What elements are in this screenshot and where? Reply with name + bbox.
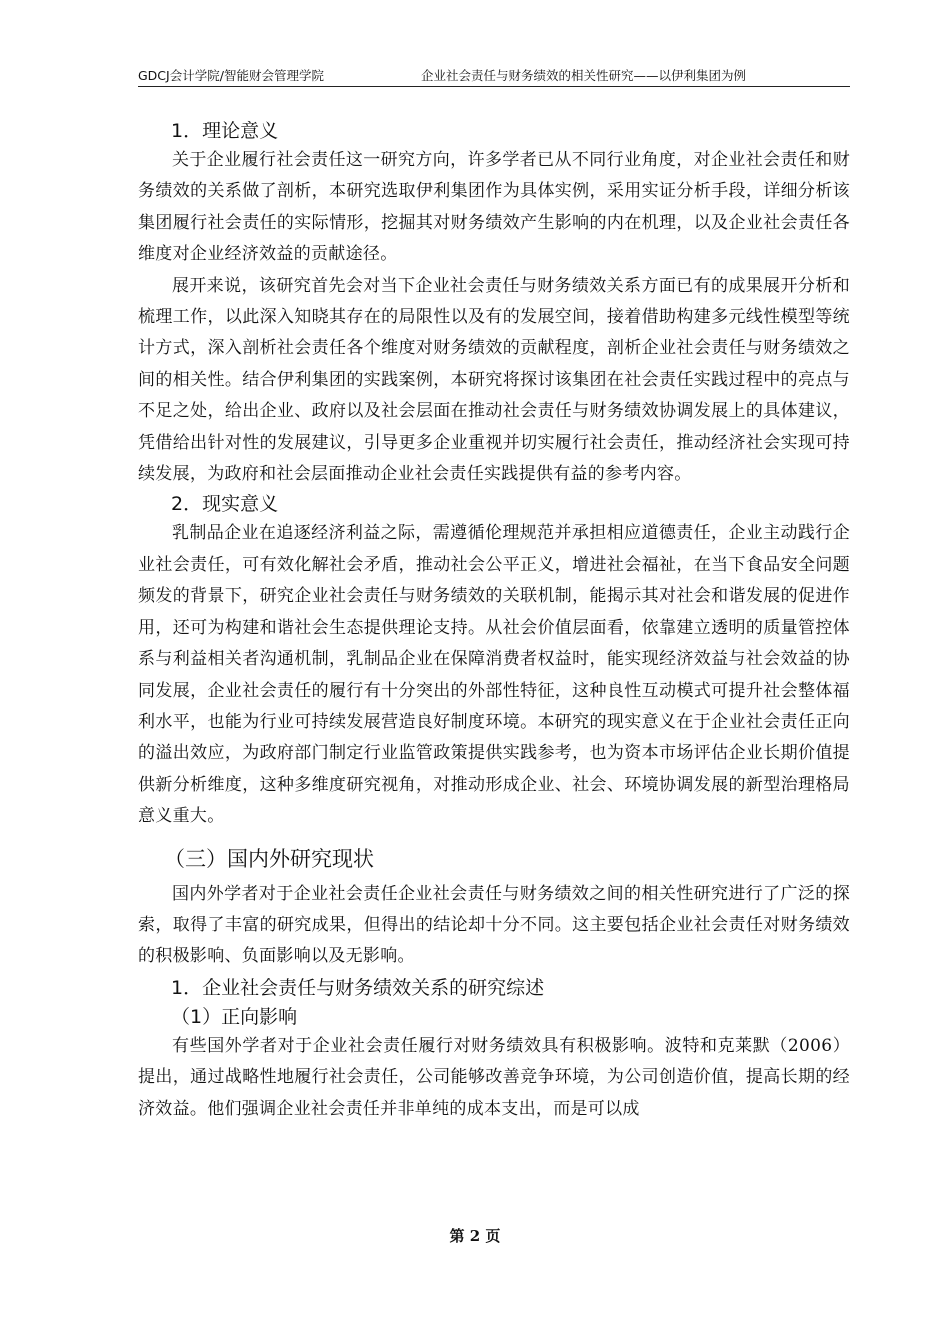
heading-positive-impact: （1）正向影响	[171, 1005, 298, 1028]
page-number: 第 2 页	[449, 1227, 501, 1245]
paragraph-theory-1: 关于企业履行社会责任这一研究方向，许多学者已从不同行业角度，对企业社会责任和财务绩效的关系做了剖析，本研究选取伊利集团作为具体实例，采用实证分析手段，详细分析该集团履行社会责任的实际情形，挖掘其对财务绩效产生影响的内在机理，以及企业社会责任各维度对企业经济效益的贡献途径。	[138, 150, 850, 265]
header-school: GDCJ会计学院/智能财会管理学院	[138, 68, 324, 83]
paragraph-theory-2: 展开来说，该研究首先会对当下企业社会责任与财务绩效关系方面已有的成果展开分析和梳理工作，以此深入知晓其存在的局限性以及有的发展空间，接着借助构建多元线性模型等统计方式，深入剖析社会责任各个维度对财务绩效的贡献程度，剖析企业社会责任与财务绩效之间的相关性。结合伊利集团的实践案例，本研究将探讨该集团在社会责任实践过程中的亮点与不足之处，给出企业、政府以及社会层面在推动社会责任与财务绩效协调发展上的具体建议，凭借给出针对性的发展建议，引导更多企业重视并切实履行社会责任，推动经济社会实现可持续发展，为政府和社会层面推动企业社会责任实践提供有益的参考内容。	[138, 275, 850, 485]
heading-research-status: （三）国内外研究现状	[164, 846, 374, 871]
paragraph-positive-impact: 有些国外学者对于企业社会责任履行对财务绩效具有积极影响。波特和克莱默（2006）提出，通过战略性地履行社会责任，公司能够改善竞争环境，为公司创造价值，提高长期的经济效益。他们强调企业社会责任并非单纯的成本支出，而是可以成	[138, 1035, 850, 1119]
page-body	[138, 114, 850, 1125]
running-header	[138, 68, 850, 87]
heading-literature-review: 1．企业社会责任与财务绩效关系的研究综述	[171, 976, 545, 999]
heading-theoretical-significance: 1．理论意义	[171, 120, 279, 142]
paragraph-practical-1: 乳制品企业在追逐经济利益之际，需遵循伦理规范并承担相应道德责任，企业主动践行企业社会责任，可有效化解社会矛盾，推动社会公平正义，增进社会福祉，在当下食品安全问题频发的背景下，研究企业社会责任与财务绩效的关联机制，能揭示其对社会和谐发展的促进作用，还可为构建和谐社会生态提供理论支持。从社会价值层面看，依靠建立透明的质量管控体系与利益相关者沟通机制，乳制品企业在保障消费者权益时，能实现经济效益与社会效益的协同发展，企业社会责任的履行有十分突出的外部性特征，这种良性互动模式可提升社会整体福利水平，也能为行业可持续发展营造良好制度环境。本研究的现实意义在于企业社会责任正向的溢出效应，为政府部门制定行业监管政策提供实践参考，也为资本市场评估企业长期价值提供新分析维度，这种多维度研究视角，对推动形成企业、社会、环境协调发展的新型治理格局意义重大。	[138, 523, 850, 827]
heading-practical-significance: 2．现实意义	[171, 493, 279, 516]
header-thesis-title: 企业社会责任与财务绩效的相关性研究——以伊利集团为例	[421, 68, 747, 83]
paragraph-research-status: 国内外学者对于企业社会责任企业社会责任与财务绩效之间的相关性研究进行了广泛的探索，取得了丰富的研究成果，但得出的结论却十分不同。这主要包括企业社会责任对财务绩效的积极影响、负面影响以及无影响。	[138, 883, 850, 967]
